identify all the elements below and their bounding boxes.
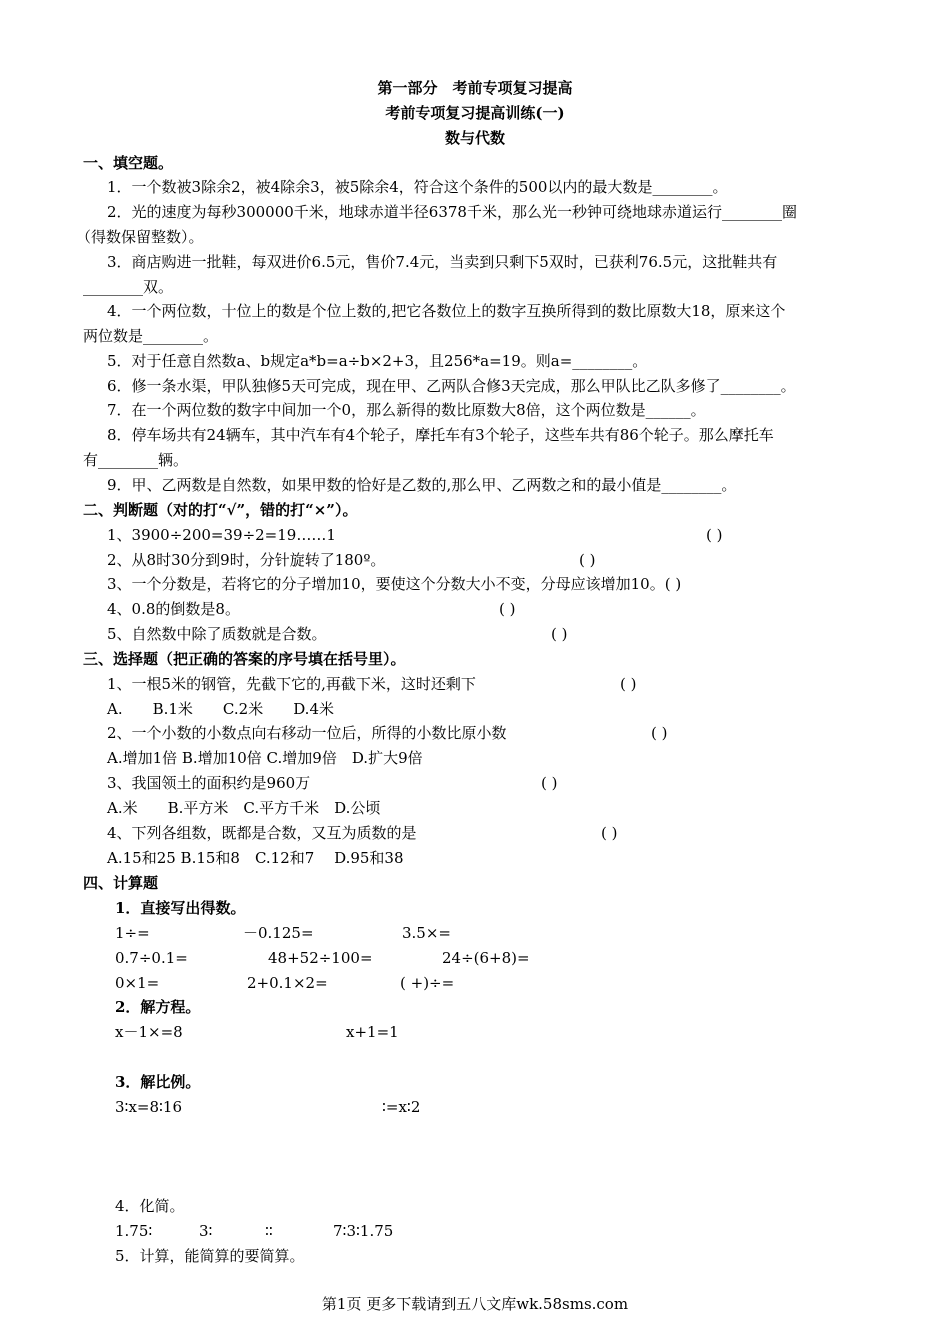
tf-q4-answer-paren: ( ): [499, 600, 516, 618]
fill-q3-line2: ________双。: [83, 278, 174, 296]
topic-title: 数与代数: [444, 129, 505, 147]
tf-q1: 1、3900÷200=39÷2=19……1: [107, 526, 336, 544]
tf-q5-answer-paren: ( ): [551, 625, 568, 643]
equation-2: x+1=1: [346, 1023, 399, 1041]
section-choice-heading: 三、选择题（把正确的答案的序号填在括号里）。: [83, 650, 406, 668]
choice-q4-answer-paren: ( ): [601, 824, 618, 842]
calc-r2c3: 24÷(6+8)=: [442, 949, 530, 967]
simplify-3: ∶∶: [265, 1222, 273, 1240]
fill-q7: 7．在一个两位数的数字中间加一个0，那么新得的数比原数大8倍，这个两位数是______。: [107, 401, 706, 419]
choice-q3-answer-paren: ( ): [541, 774, 558, 792]
choice-q1: 1、一根5米的钢管，先截下它的,再截下米，这时还剩下: [107, 675, 476, 693]
choice-q1-answer-paren: ( ): [620, 675, 637, 693]
fill-q4-line2: 两位数是________。: [83, 327, 219, 345]
calc-r3c1: 0×1=: [115, 974, 160, 992]
simplify-1: 1.75∶: [115, 1222, 153, 1240]
page-footer: 第1页 更多下载请到五八文库wk.58sms.com: [321, 1295, 629, 1313]
fill-q6: 6．修一条水渠，甲队独修5天可完成，现在甲、乙两队合修3天完成，那么甲队比乙队多修了________。: [107, 377, 796, 395]
simplify-4: 7∶3∶1.75: [333, 1222, 394, 1240]
simplify-2: 3∶: [199, 1222, 213, 1240]
proportion-2: ∶=x∶2: [382, 1098, 421, 1116]
fill-q8-line2: 有________辆。: [83, 451, 189, 469]
calc-sub3-heading: 3．解比例。: [115, 1073, 201, 1091]
tf-q1-answer-paren: ( ): [706, 526, 723, 544]
part-title: 第一部分 考前专项复习提高: [377, 79, 573, 97]
choice-q2-answer-paren: ( ): [651, 724, 668, 742]
section-calc-heading: 四、计算题: [83, 874, 159, 892]
section-fill-blank-heading: 一、填空题。: [83, 154, 174, 172]
choice-q4-options: A.15和25 B.15和8 C.12和7 D.95和38: [107, 849, 404, 867]
calc-sub1-heading: 1．直接写出得数。: [115, 899, 246, 917]
calc-sub4-heading: 4．化简。: [115, 1197, 185, 1215]
tf-q4: 4、0.8的倒数是8。: [107, 600, 240, 618]
fill-q4-line1: 4．一个两位数，十位上的数是个位上数的,把它各数位上的数字互换所得到的数比原数大18，原来这个: [107, 302, 786, 320]
fill-q1: 1．一个数被3除余2，被4除余3，被5除余4，符合这个条件的500以内的最大数是________。: [107, 178, 728, 196]
choice-q2: 2、一个小数的小数点向右移动一位后，所得的小数比原小数: [107, 724, 507, 742]
fill-q9: 9．甲、乙两数是自然数，如果甲数的恰好是乙数的,那么甲、乙两数之和的最小值是________。: [107, 476, 737, 494]
calc-r1c2: －0.125=: [243, 924, 314, 942]
calc-r1c1: 1÷=: [115, 924, 150, 942]
training-title: 考前专项复习提高训练(一): [385, 104, 565, 122]
calc-r3c3: ( +)÷=: [400, 974, 455, 992]
calc-r2c1: 0.7÷0.1=: [115, 949, 188, 967]
choice-q3: 3、我国领土的面积约是960万: [107, 774, 311, 792]
choice-q1-options: A. B.1米 C.2米 D.4米: [107, 700, 334, 718]
tf-q2: 2、从8时30分到9时，分针旋转了180º。: [107, 551, 386, 569]
calc-r2c2: 48+52÷100=: [268, 949, 373, 967]
fill-q8-line1: 8．停车场共有24辆车，其中汽车有4个轮子，摩托车有3个轮子，这些车共有86个轮子。那么摩托车: [107, 426, 774, 444]
equation-1: x－1×=8: [115, 1023, 183, 1041]
fill-q2-line2: （得数保留整数）。: [76, 228, 204, 246]
choice-q2-options: A.增加1倍 B.增加10倍 C.增加9倍 D.扩大9倍: [107, 749, 423, 767]
section-true-false-heading: 二、判断题（对的打“√”，错的打“×”）。: [83, 501, 358, 519]
fill-q3-line1: 3．商店购进一批鞋，每双进价6.5元，售价7.4元，当卖到只剩下5双时，已获利76.5元，这批鞋共有: [107, 253, 778, 271]
calc-r3c2: 2+0.1×2=: [247, 974, 328, 992]
proportion-1: 3∶x=8∶16: [115, 1098, 183, 1116]
calc-r1c3: 3.5×=: [402, 924, 451, 942]
fill-q2-line1: 2．光的速度为每秒300000千米，地球赤道半径6378千米，那么光一秒钟可绕地球赤道运行________圈: [107, 203, 797, 221]
choice-q4: 4、下列各组数，既都是合数，又互为质数的是: [107, 824, 417, 842]
tf-q3: 3、一个分数是，若将它的分子增加10，要使这个分数大小不变，分母应该增加10。( ): [107, 575, 682, 593]
tf-q2-answer-paren: ( ): [579, 551, 596, 569]
fill-q5: 5．对于任意自然数a、b规定a*b=a÷b×2+3，且256*a=19。则a=________。: [107, 352, 648, 370]
tf-q5: 5、自然数中除了质数就是合数。: [107, 625, 327, 643]
calc-sub5-heading: 5．计算，能简算的要简算。: [115, 1247, 305, 1265]
choice-q3-options: A.米 B.平方米 C.平方千米 D.公顷: [107, 799, 381, 817]
calc-sub2-heading: 2．解方程。: [115, 998, 201, 1016]
